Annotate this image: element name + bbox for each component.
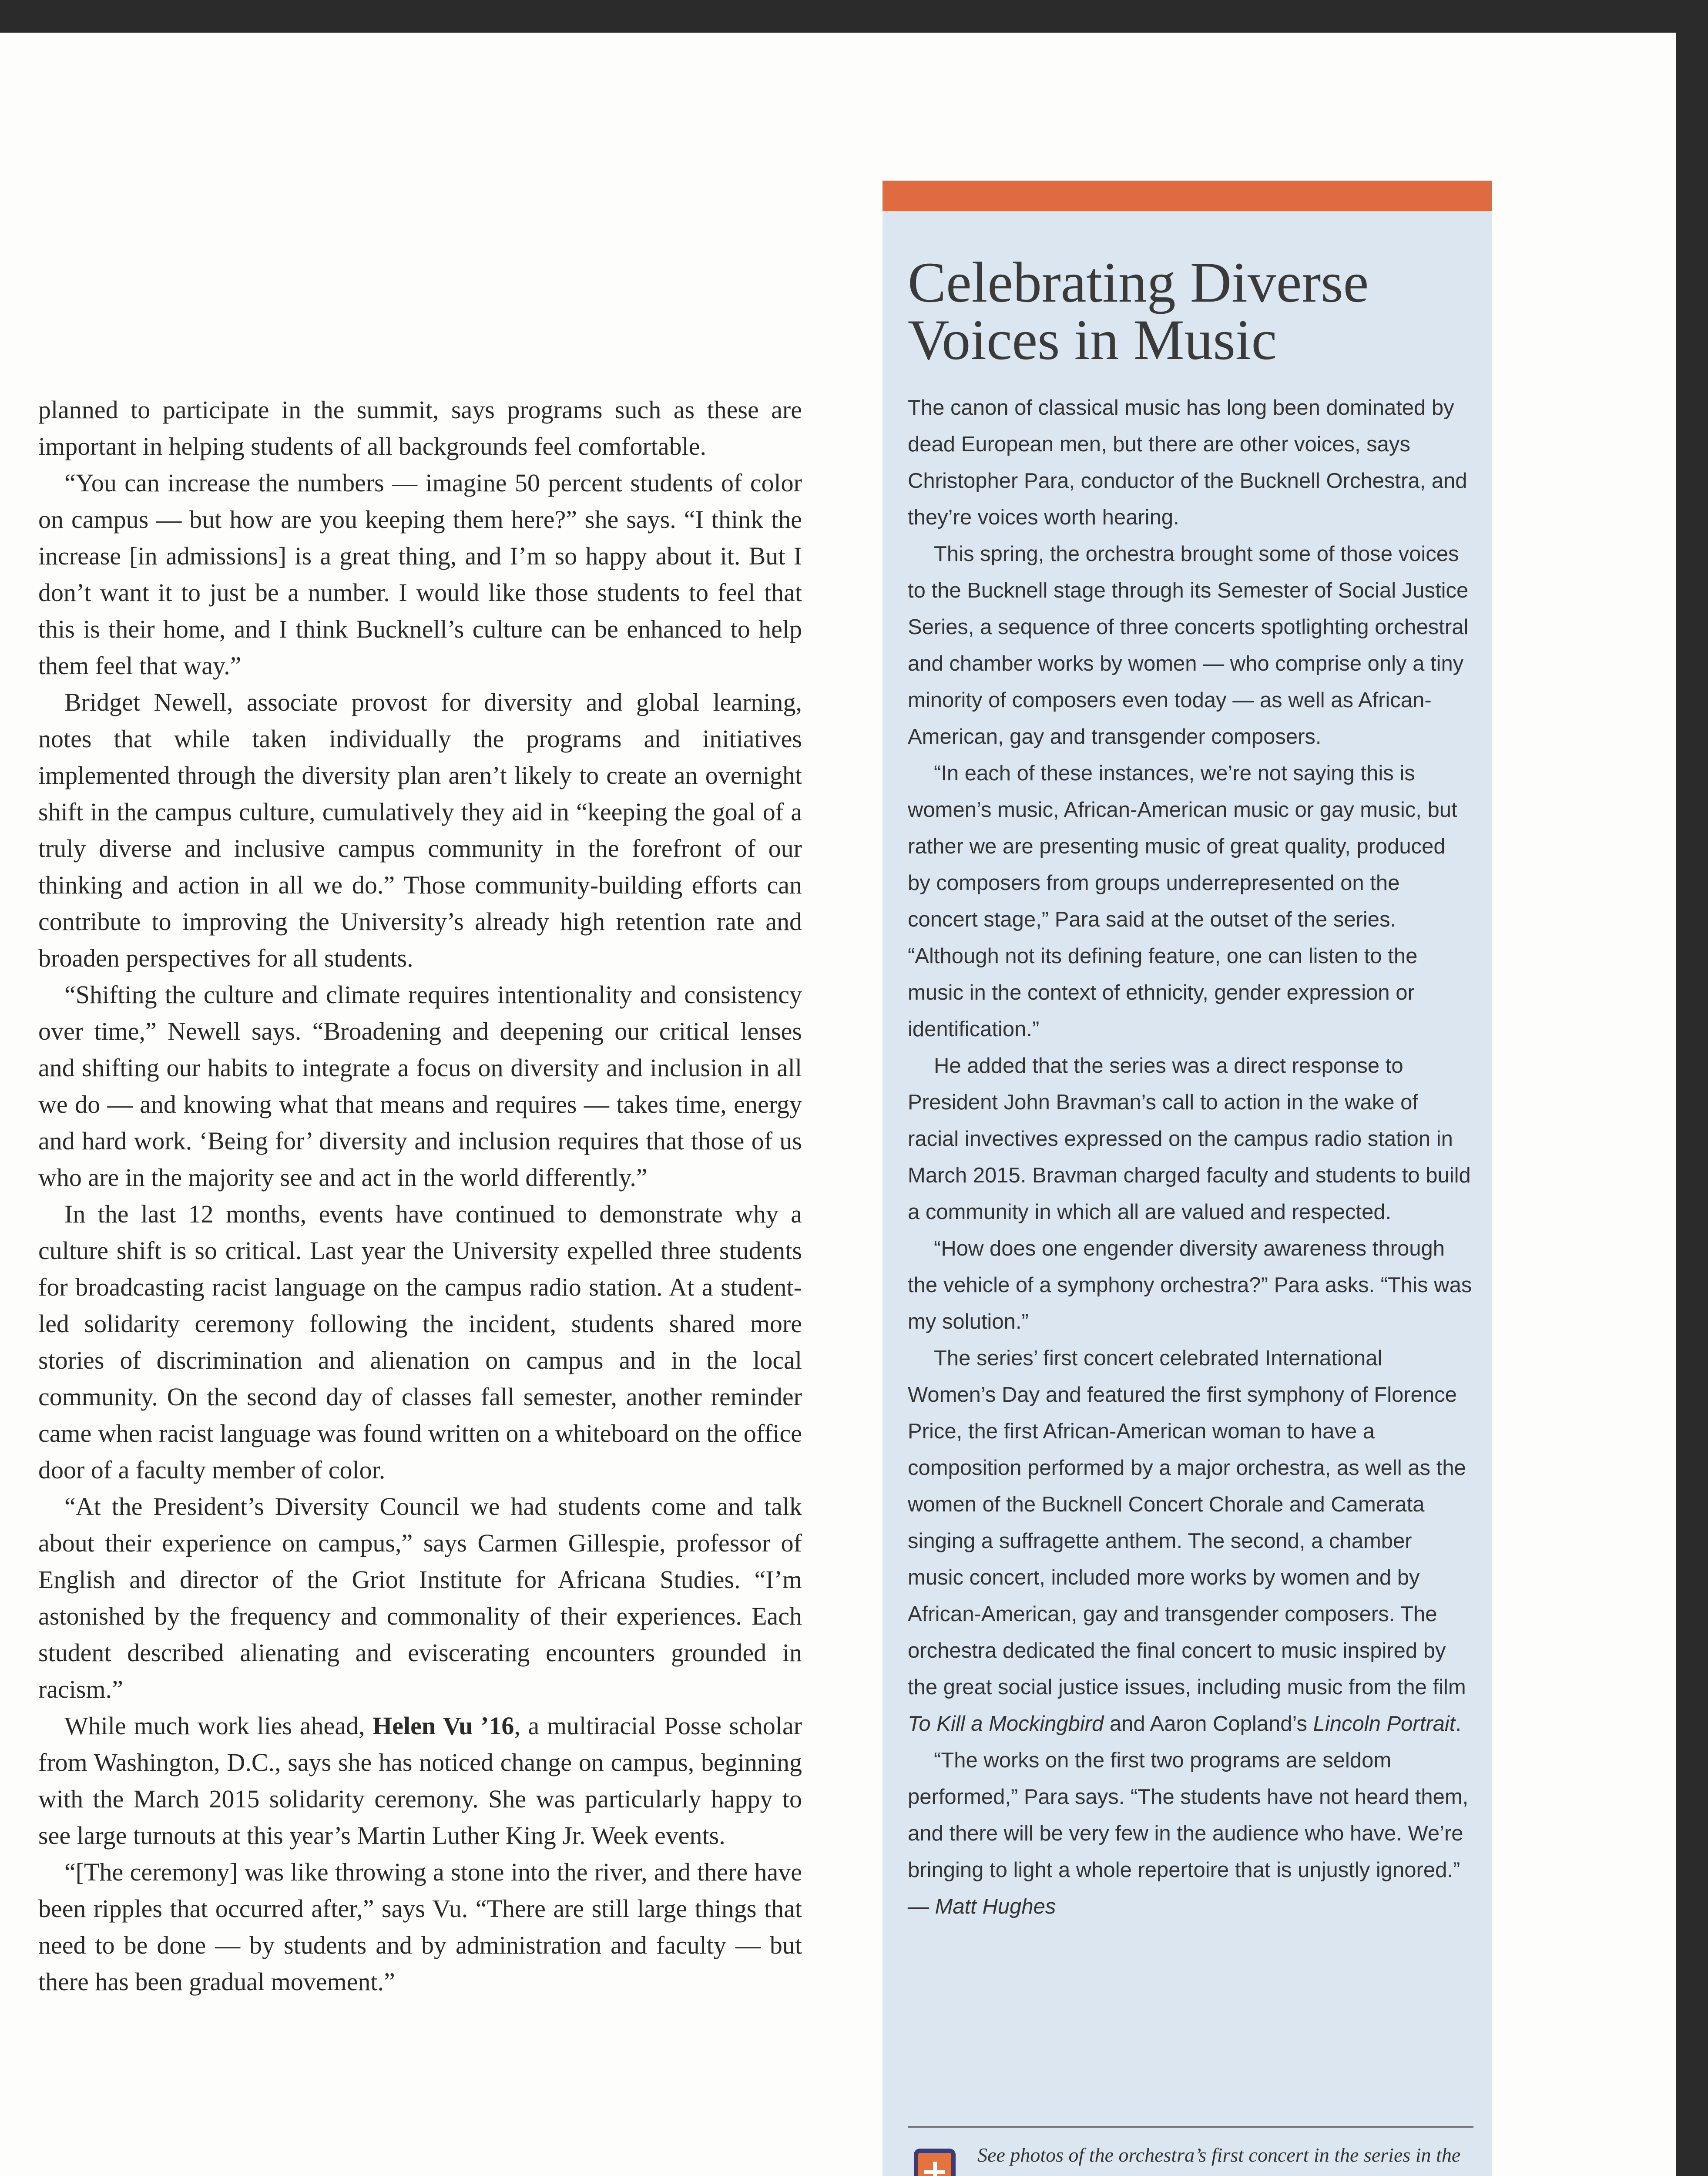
- sidebar-paragraph: [908, 1742, 1473, 1925]
- paragraph-text: .: [1455, 1712, 1462, 1736]
- film-title: To Kill a Mockingbird: [908, 1712, 1104, 1736]
- music-sidebar: [883, 181, 1492, 2176]
- sidebar-paragraph: “In each of these instances, we’re not saying this is women’s music, African-American music or gay music, but rather we are presenting music of great quality, produced by composers from groups underrepresented on the concert stage,” Para said at the outset of the series. “Although not its defining feature, one can listen to the music in the context of ethnicity, gender expression or identification.”: [908, 762, 1457, 1041]
- orchestra-photos-note: [908, 2130, 1473, 2176]
- note-divider: [908, 2126, 1473, 2128]
- byline: — Matt Hughes: [908, 1895, 1056, 1918]
- sidebar-accent-bar: [883, 181, 1492, 211]
- article-paragraph: [38, 1708, 802, 1854]
- sidebar-paragraph: This spring, the orchestra brought some of those voices to the Bucknell stage through its Semester of Social Justice Series, a sequence of three concerts spotlighting orchestral and chamber works by women — who comprise only a tiny minority of composers even today — as well as African-American, gay and transgender composers.: [908, 542, 1469, 749]
- orchestra-photos-note-text: See photos of the orchestra’s first concert in the series in the: [977, 2144, 1461, 2166]
- sidebar-paragraph: The canon of classical music has long been dominated by dead European men, but there are other voices, says Christopher Para, conductor of the Bucknell Orchestra, and they’re voices worth hearing.: [908, 396, 1467, 529]
- plus-icon: [914, 2149, 956, 2176]
- main-article-body: [38, 392, 802, 2000]
- paragraph-text: , a multiracial Posse scholar from Washington, D.C., says she has noticed change on campus, beginning with the March 2015 solidarity ceremony. She was particularly happy to see large turnouts at this year’s Martin Luther King Jr. Week events.: [38, 1712, 802, 1850]
- paragraph-text: and Aaron Copland’s: [1104, 1712, 1313, 1736]
- sidebar-body: [908, 390, 1473, 1925]
- article-paragraph: In the last 12 months, events have continued to demonstrate why a culture shift is so critical. Last year the University expelled three students for broadcasting racist language on the campus radio station. At a student-led solidarity ceremony following the incident, students shared more stories of discrimination and alienation on campus and in the local community. On the second day of classes fall semester, another reminder came when racist language was found written on a whiteboard on the office door of a faculty member of color.: [38, 1200, 802, 1484]
- paragraph-text: The series’ first concert celebrated International Women’s Day and featured the first symphony of Florence Price, the first African-American woman to have a composition performed by a major orchestra, as well as the women of the Bucknell Concert Chorale and Camerata singing a suffragette anthem. The second, a chamber music concert, included more works by women and by African-American, gay and transgender composers. The orchestra dedicated the final concert to music inspired by the great social justice issues, including music from the film: [908, 1347, 1466, 1699]
- paragraph-text: While much work lies ahead,: [64, 1712, 373, 1740]
- sidebar-paragraph: [908, 1340, 1473, 1742]
- article-paragraph: planned to participate in the summit, says programs such as these are important in helping students of all backgrounds feel comfortable.: [38, 396, 802, 460]
- magazine-page: [0, 33, 1676, 2176]
- sidebar-paragraph: “How does one engender diversity awareness through the vehicle of a symphony orchestra?” Para asks. “This was my solution.”: [908, 1237, 1472, 1333]
- article-paragraph: “Shifting the culture and climate requires intentionality and consistency over time,” Newell says. “Broadening and deepening our critical lenses and shifting our habits to integrate a focus on diversity and inclusion in all we do — and knowing what that means and requires — takes time, energy and hard work. ‘Being for’ diversity and inclusion requires that those of us who are in the majority see and act in the world differently.”: [38, 981, 802, 1192]
- sidebar-title: Celebrating Diverse Voices in Music: [908, 250, 1369, 372]
- paragraph-text: “The works on the first two programs are seldom performed,” Para says. “The students have not heard them, and there will be very few in the audience who have. We’re bringing to light a whole repertoire that is unjustly ignored.”: [908, 1749, 1469, 1882]
- article-paragraph: “[The ceremony] was like throwing a stone into the river, and there have been ripples that occurred after,” says Vu. “There are still large things that need to be done — by students and by administration and faculty — but there has been gradual movement.”: [38, 1858, 802, 1996]
- work-title: Lincoln Portrait: [1313, 1712, 1456, 1736]
- student-name: Helen Vu ’16: [372, 1712, 514, 1740]
- article-paragraph: Bridget Newell, associate provost for diversity and global learning, notes that while taken individually the programs and initiatives implemented through the diversity plan aren’t likely to create an overnight shift in the campus culture, cumulatively they aid in “keeping the goal of a truly diverse and inclusive campus community in the forefront of our thinking and action in all we do.” Those community-building efforts can contribute to improving the University’s already high retention rate and broaden perspectives for all students.: [38, 688, 802, 972]
- sidebar-paragraph: He added that the series was a direct response to President John Bravman’s call to action in the wake of racial invectives expressed on the campus radio station in March 2015. Bravman charged faculty and students to build a community in which all are valued and respected.: [908, 1054, 1471, 1224]
- article-paragraph: “At the President’s Diversity Council we had students come and talk about their experience on campus,” says Carmen Gillespie, professor of English and director of the Griot Institute for Africana Studies. “I’m astonished by the frequency and commonality of their experiences. Each student described alienating and eviscerating encounters grounded in racism.”: [38, 1492, 802, 1703]
- article-paragraph: “You can increase the numbers — imagine 50 percent students of color on campus — but how are you keeping them here?” she says. “I think the increase [in admissions] is a great thing, and I’m so happy about it. But I don’t want it to just be a number. I would like those students to feel that this is their home, and I think Bucknell’s culture can be enhanced to help them feel that way.”: [38, 469, 802, 680]
